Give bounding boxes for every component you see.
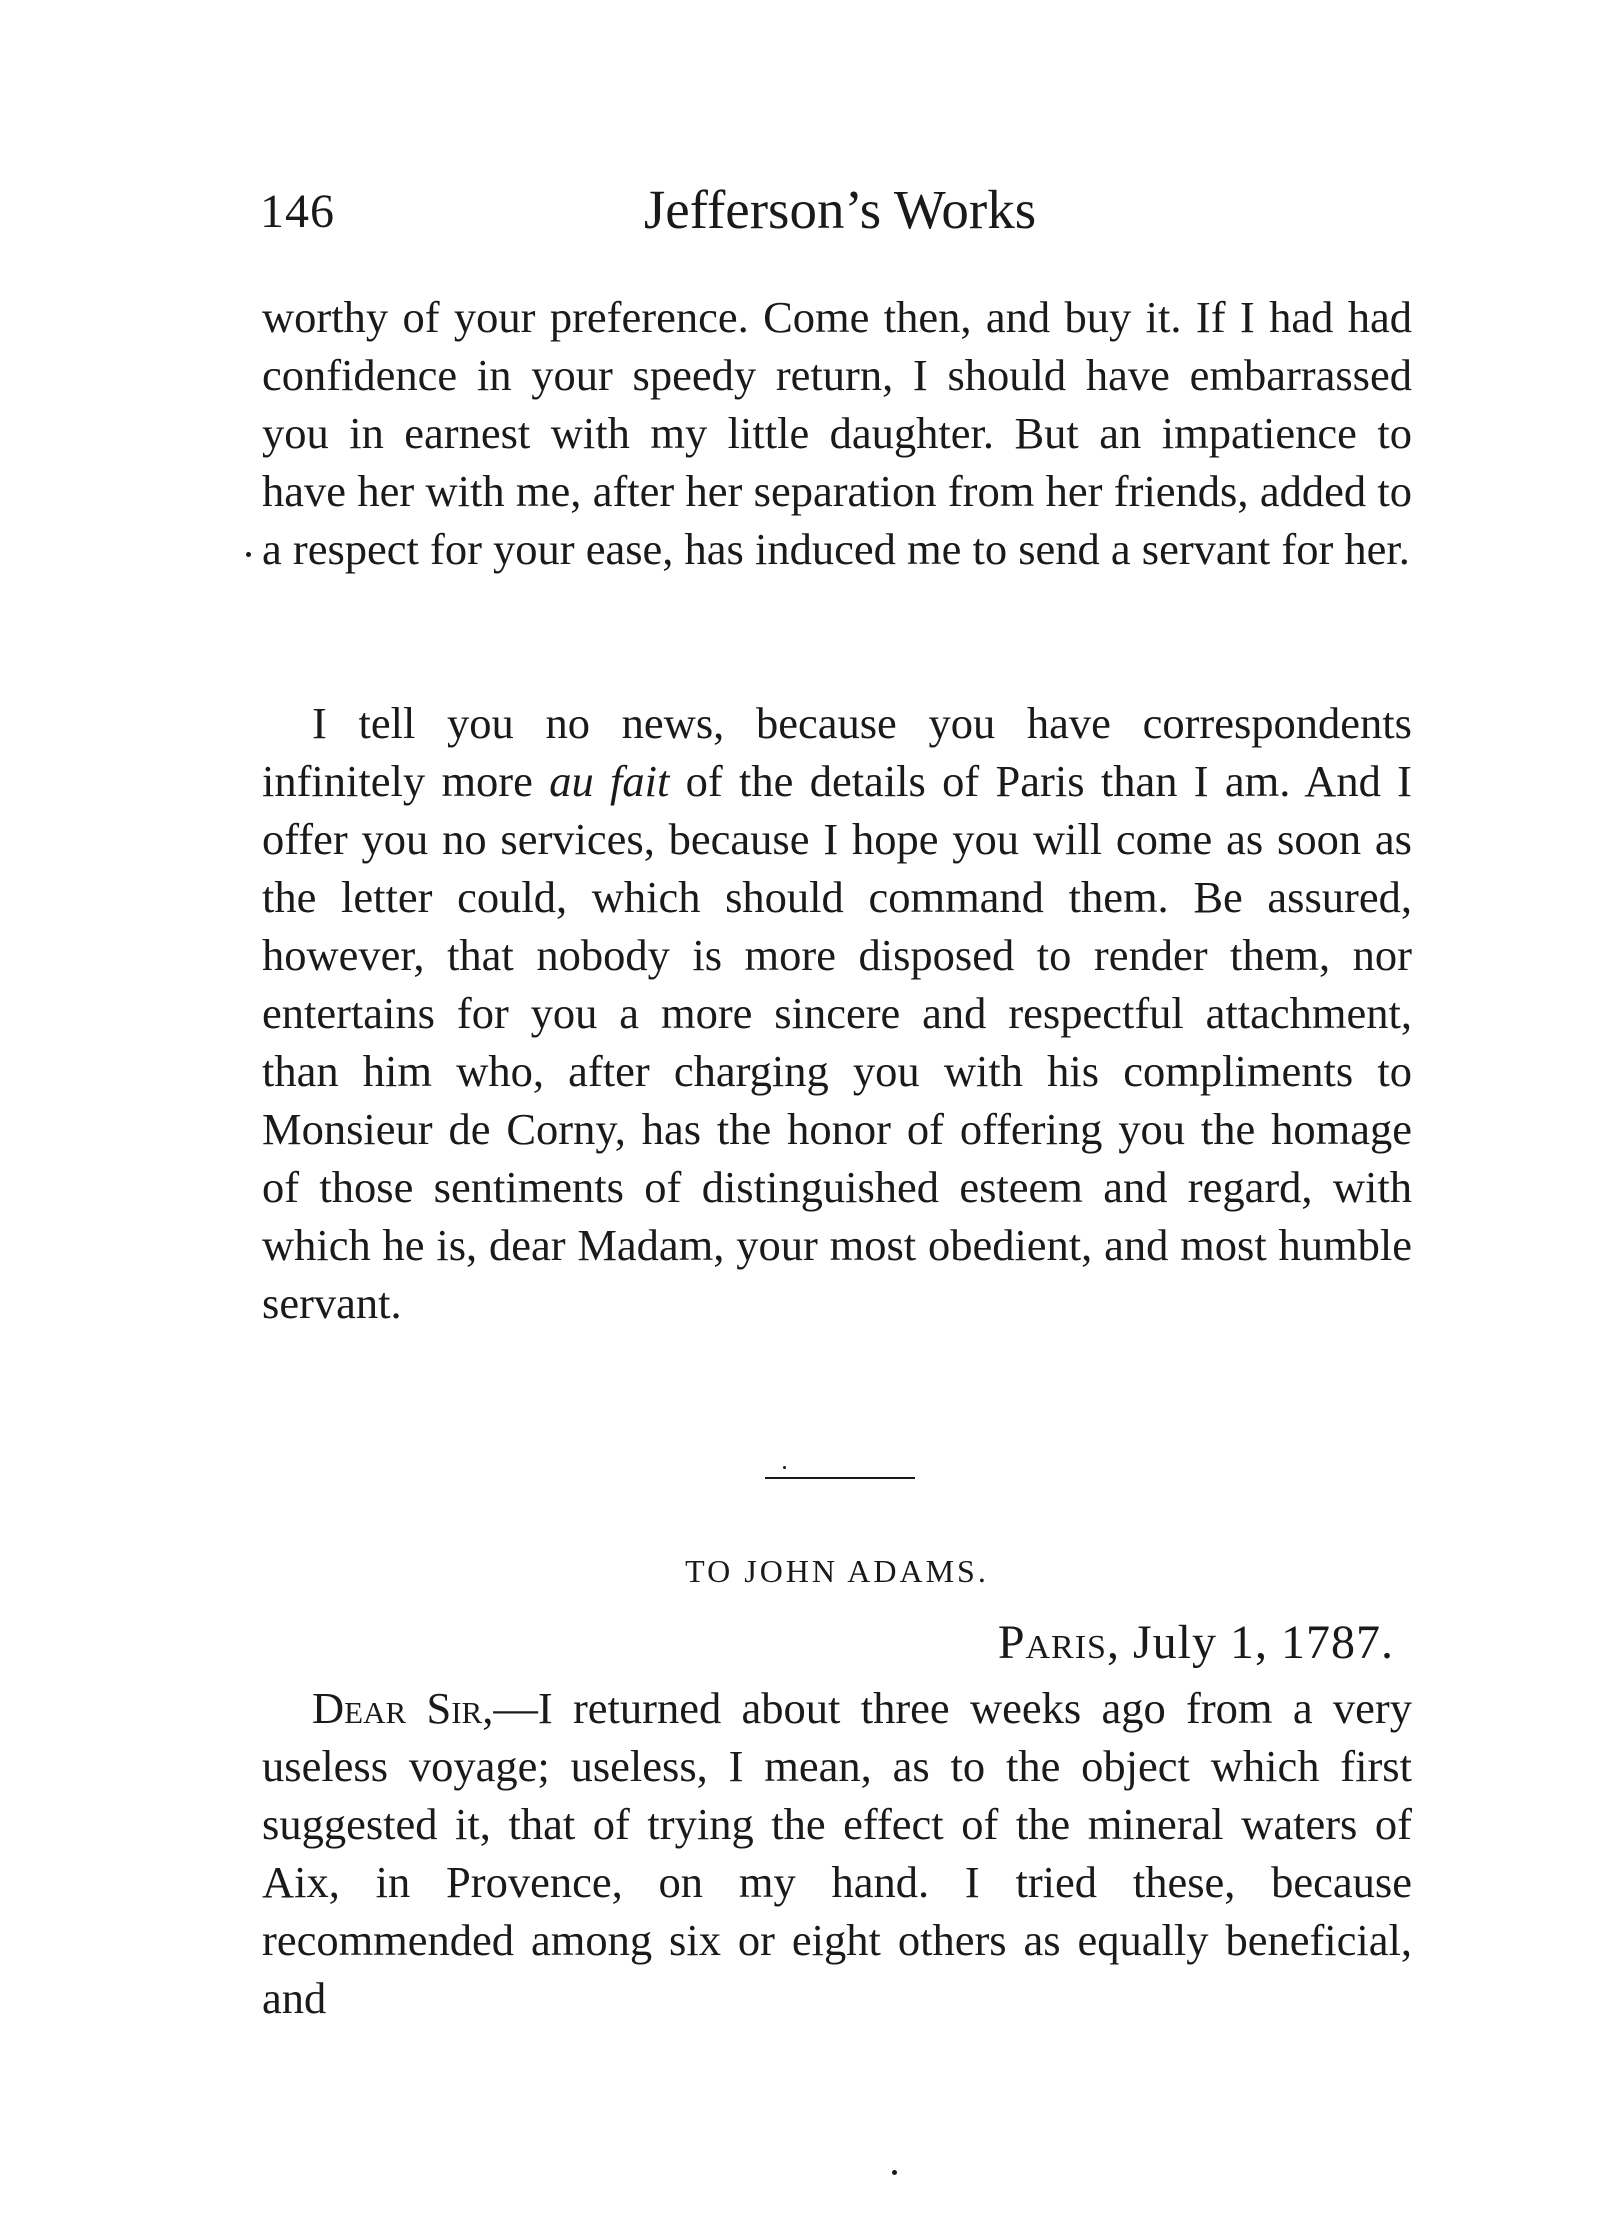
dateline-place: Paris	[997, 1616, 1107, 1669]
paragraph-text-end: of the details of Paris than I am. And I offer you no services, because I hope you will come as soon as the letter could, which should command them. Be assured, however, that nobody is more disposed to render them, nor entertains for you a more sincere and respectful attachment, than him who, after charging you with his compliments to Monsieur de Corny, has the honor of offering you the homage of those sentiments of distinguished esteem and regard, with which he is, dear Madam, your most obedient, and most humble servant.	[262, 756, 1412, 1328]
italic-phrase: au fait	[549, 756, 670, 806]
paragraph-text-start: I tell you no news, because you have correspondents infinitely more	[262, 698, 1412, 806]
rule-speck	[783, 1466, 786, 1469]
paragraph-text	[262, 694, 1412, 1332]
paragraph-text: worthy of your preference. Come then, and buy it. If I had had confidence in your speedy return, I should have embarrassed you in earnest with my little daughter. But an impatience to have her with me, after her separation from her friends, added to a respect for your ease, has induced me to send a servant for her.	[262, 292, 1412, 574]
body-paragraph-1	[262, 288, 1412, 578]
body-paragraph-2	[262, 694, 1412, 1332]
bottom-speck	[892, 2170, 897, 2175]
page-number: 146	[260, 185, 335, 238]
section-divider-rule	[765, 1477, 915, 1479]
margin-speck	[246, 552, 251, 557]
letter-dateline	[998, 1615, 1394, 1670]
letter-body-text: —I returned about three weeks ago from a very useless voyage; useless, I mean, as to the object which first suggested it, that of trying the effect of the mineral waters of Aix, in Provence, on my hand. I tried these, because recommended among six or eight others as equally beneficial, and	[262, 1683, 1412, 2023]
page-header	[260, 178, 1410, 258]
running-title: Jefferson’s Works	[643, 179, 1037, 240]
dateline-date: , July 1, 1787.	[1106, 1616, 1394, 1669]
paragraph-text	[262, 1679, 1412, 2027]
letter-heading: TO JOHN ADAMS.	[685, 1553, 989, 1589]
salutation: Dear Sir,	[312, 1683, 494, 1733]
letter-opening-paragraph	[262, 1679, 1412, 2027]
